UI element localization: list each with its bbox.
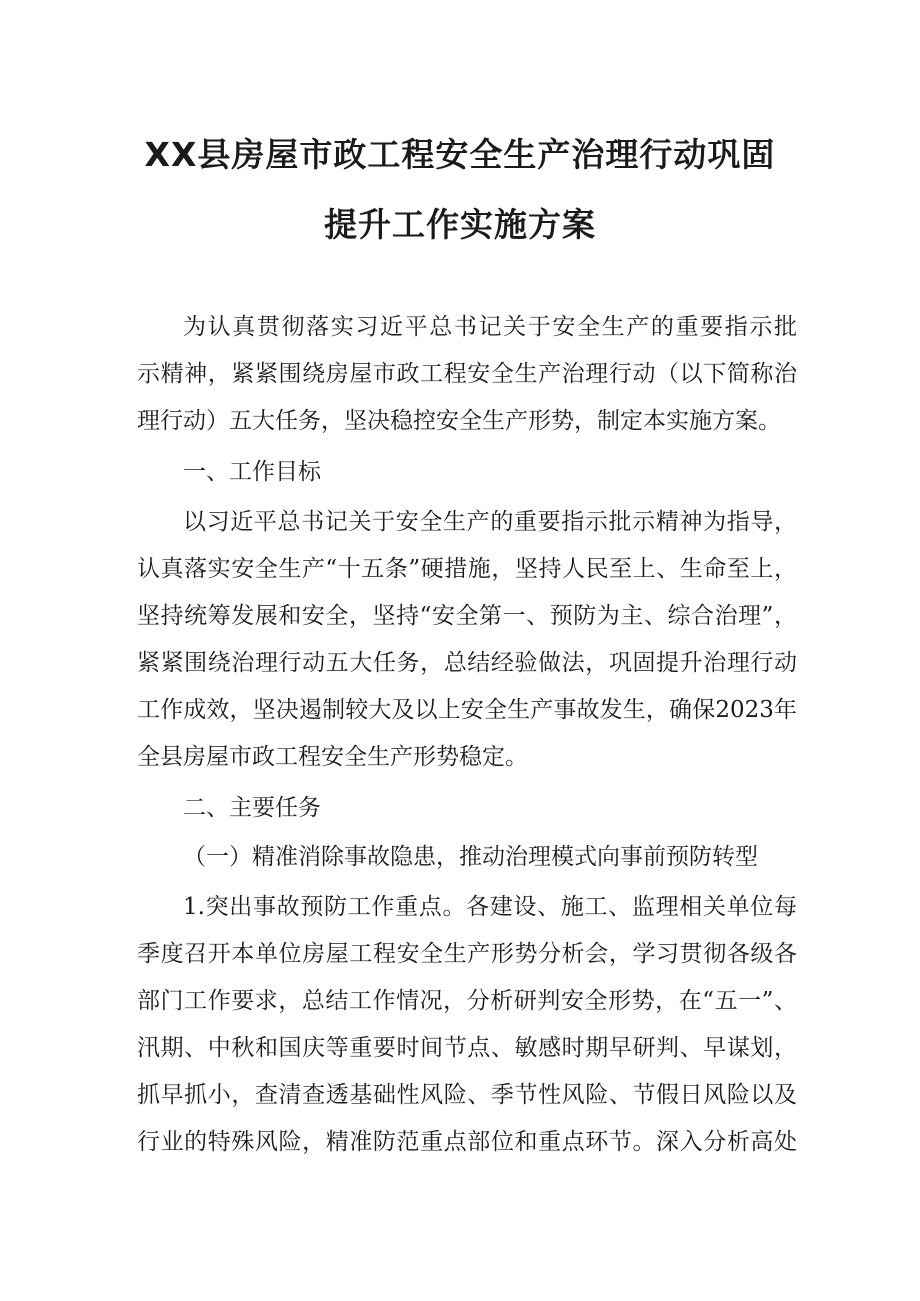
document-title-line-1: XX县房屋市政工程安全生产治理行动巩固 xyxy=(144,135,776,174)
section-1-heading: 一、工作目标 xyxy=(183,459,321,485)
document-title-line-2: 提升工作实施方案 xyxy=(324,205,596,244)
item-1-line-6: 行业的特殊风险，精准防范重点部位和重点环节。深入分析高处 xyxy=(137,1129,797,1155)
item-1-line-1: 1.突出事故预防工作重点。各建设、施工、监理相关单位每 xyxy=(183,894,797,920)
intro-line-3: 理行动）五大任务，坚决稳控安全生产形势，制定本实施方案。 xyxy=(137,408,781,434)
section-1-line-3: 坚持统筹发展和安全，坚持“安全第一、预防为主、综合治理”， xyxy=(137,603,797,629)
intro-line-1: 为认真贯彻落实习近平总书记关于安全生产的重要指示批 xyxy=(183,314,797,340)
section-1-line-2: 认真落实安全生产“十五条”硬措施，坚持人民至上、生命至上， xyxy=(137,556,797,582)
intro-line-2: 示精神，紧紧围绕房屋市政工程安全生产治理行动（以下简称治 xyxy=(137,361,797,387)
section-1-line-1: 以习近平总书记关于安全生产的重要指示批示精神为指导， xyxy=(183,509,797,535)
item-1-line-2: 季度召开本单位房屋工程安全生产形势分析会，学习贯彻各级各 xyxy=(137,941,797,967)
section-1-line-5: 工作成效，坚决遏制较大及以上安全生产事故发生，确保2023年 xyxy=(137,697,797,723)
item-1-line-3: 部门工作要求，总结工作情况，分析研判安全形势，在“五一”、 xyxy=(137,988,797,1014)
item-1-line-4: 汛期、中秋和国庆等重要时间节点、敏感时期早研判、早谋划， xyxy=(137,1035,797,1061)
section-1-line-4: 紧紧围绕治理行动五大任务，总结经验做法，巩固提升治理行动 xyxy=(137,650,797,676)
item-1-line-5: 抓早抓小，查清查透基础性风险、季节性风险、节假日风险以及 xyxy=(137,1082,797,1108)
section-2-subheading: （一）精准消除事故隐患，推动治理模式向事前预防转型 xyxy=(183,844,758,870)
section-1-line-6: 全县房屋市政工程安全生产形势稳定。 xyxy=(137,744,528,770)
section-2-heading: 二、主要任务 xyxy=(183,795,321,821)
